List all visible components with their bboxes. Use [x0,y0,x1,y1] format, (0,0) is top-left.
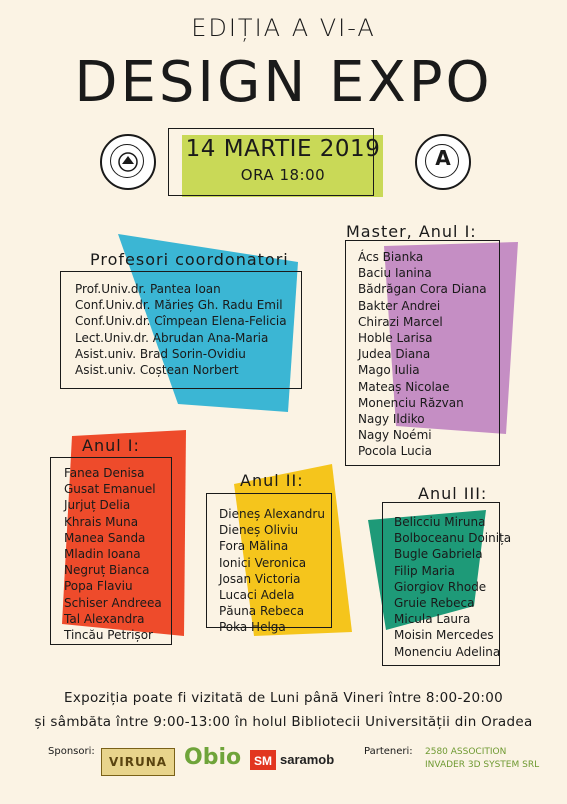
list-item: Filip Maria [394,563,455,578]
university-seal-icon [100,134,156,190]
list-item: Manea Sanda [64,530,146,545]
viruna-logo: VIRUNA [101,748,175,776]
list-item: Micula Laura [394,612,471,627]
list-item: Bugle Gabriela [394,547,483,562]
obio-logo: Obio [184,745,242,770]
list-item: Gruie Rebeca [394,595,475,610]
list-item: Moisin Mercedes [394,628,494,643]
partners-list [425,746,539,772]
list-item: Pocola Lucia [358,444,432,459]
list-item: Mateaș Nicolae [358,379,450,394]
list-item: Mladin Ioana [64,546,141,561]
year1-list [64,465,162,643]
sponsors-label: Sponsori: [48,746,95,757]
list-item: Bakter Andrei [358,298,441,313]
list-item: Khrais Muna [64,514,139,529]
svg-text:saramob: saramob [280,752,335,767]
coordinators-list [75,281,287,378]
year2-list [219,506,325,636]
list-item: Schiser Andreea [64,595,162,610]
coordinators-heading: Profesori coordonatori [90,250,289,269]
list-item: Giorgiov Rhode [394,579,487,594]
edition-label: EDIȚIA A VI-A [191,14,376,42]
event-title: DESIGN EXPO [74,50,493,115]
master-heading: Master, Anul I: [346,222,477,241]
saramob-logo [250,748,340,776]
list-item: Nagy Ildiko [358,411,425,426]
list-item: Bădrăgan Cora Diana [358,282,487,297]
year3-heading: Anul III: [418,484,488,503]
year1-heading: Anul I: [82,436,140,455]
visiting-hours-line1: Expoziția poate fi vizitată de Luni până Vineri între 8:00-20:00 [63,690,504,706]
master-list [358,249,487,459]
list-item: Lect.Univ.dr. Abrudan Ana-Maria [75,330,269,345]
list-item: Asist.univ. Brad Sorin-Ovidiu [75,346,246,361]
list-item: Jurjuț Delia [64,498,131,513]
list-item: Prof.Univ.dr. Pantea Ioan [75,282,221,296]
list-item: Chirazi Marcel [358,314,443,329]
list-item: Gusat Emanuel [64,482,156,497]
partner-item: 2580 ASSOCITION [425,747,507,757]
list-item: Judea Diana [358,347,431,362]
list-item: Asist.univ. Coștean Norbert [75,362,239,377]
visiting-hours-line2: și sâmbăta între 9:00-13:00 în holul Bibliotecii Universității din Oradea [34,714,533,730]
list-item: Mago Iulia [358,363,420,378]
list-item: Popa Flaviu [64,579,133,594]
list-item: Conf.Univ.dr. Cîmpean Elena-Felicia [75,314,287,329]
list-item: Ionici Veronica [219,555,307,570]
list-item: Tal Alexandra [64,611,145,626]
event-date: 14 MARTIE 2019 [185,136,381,162]
year2-heading: Anul II: [240,471,304,490]
list-item: Dieneș Alexandru [219,507,325,521]
event-hour: ORA 18:00 [240,166,326,184]
list-item: Tincău Petrișor [64,627,153,642]
list-item: Josan Victoria [219,571,301,586]
list-item: Ács Bianka [358,250,424,264]
list-item: Lucaci Adela [219,587,295,602]
svg-text:SM: SM [254,754,272,768]
list-item: Fora Mălina [219,539,289,554]
list-item: Păuna Rebeca [219,604,305,619]
list-item: Fanea Denisa [64,466,145,480]
partners-label: Parteneri: [364,746,413,757]
list-item: Baciu Ianina [358,266,432,281]
list-item: Nagy Noémi [358,428,432,443]
list-item: Negruț Bianca [64,563,150,578]
partner-item: INVADER 3D SYSTEM SRL [425,760,540,770]
list-item: Poka Helga [219,620,286,635]
arts-faculty-seal-icon: A [415,134,471,190]
list-item: Hoble Larisa [358,330,433,345]
list-item: Monenciu Adelina [394,644,501,659]
list-item: Conf.Univ.dr. Mărieș Gh. Radu Emil [75,298,283,313]
list-item: Dieneș Oliviu [219,523,299,538]
list-item: Belicciu Miruna [394,515,486,529]
list-item: Bolboceanu Doinița [394,531,512,546]
year3-list [394,514,511,660]
list-item: Monenciu Răzvan [358,395,464,410]
